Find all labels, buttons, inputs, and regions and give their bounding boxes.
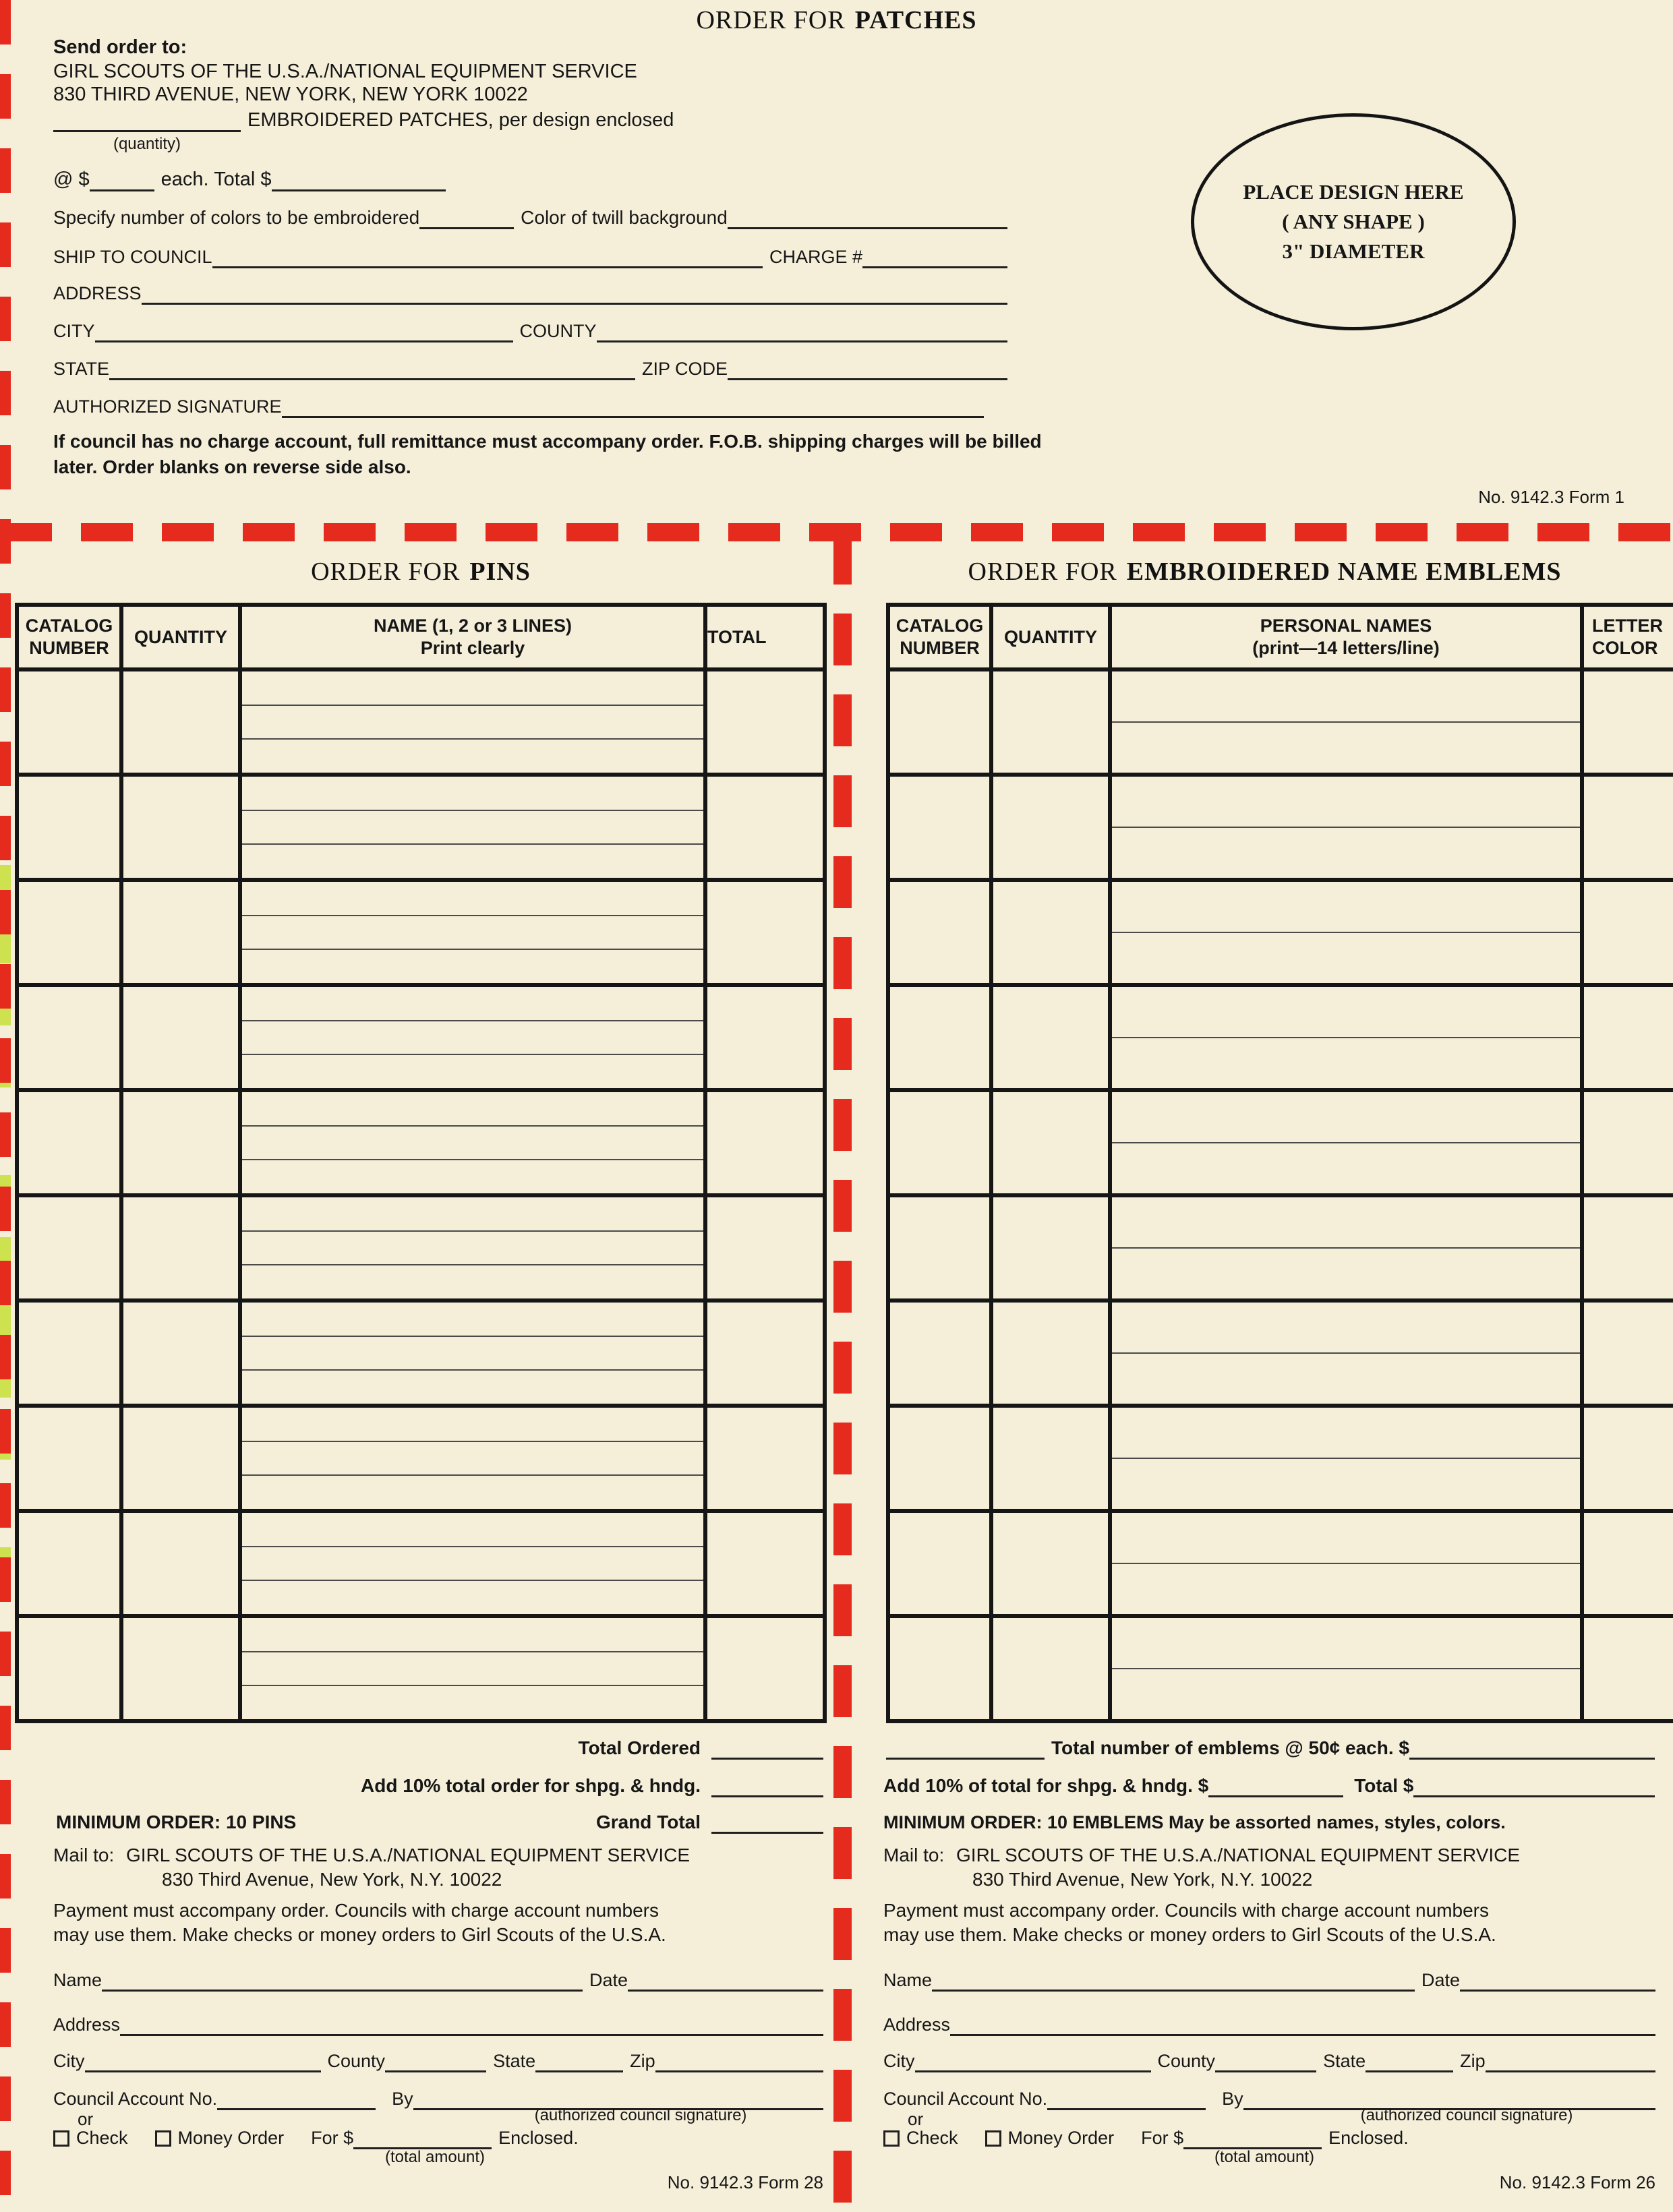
- pins-catalog-number-cell[interactable]: [19, 1408, 123, 1509]
- design-placement-oval[interactable]: [1191, 113, 1516, 330]
- pins-table-row[interactable]: [19, 773, 823, 878]
- emblems-name-line-2[interactable]: [1112, 723, 1580, 773]
- pins-auth-caption: (authorized council signature): [534, 2106, 747, 2124]
- pins-catalog-number-cell[interactable]: [19, 671, 123, 773]
- emblems-table-header: [890, 607, 1673, 671]
- patches-state-line[interactable]: [109, 355, 635, 380]
- emblems-by-label: By: [1222, 2088, 1243, 2109]
- pins-city-label: City: [53, 2050, 85, 2071]
- pins-name-cell[interactable]: [242, 1197, 707, 1298]
- pins-catalog-number-cell[interactable]: [19, 882, 123, 983]
- pins-grand-total-line[interactable]: [711, 1808, 823, 1834]
- emblems-catalog-number-cell[interactable]: [890, 987, 993, 1088]
- emblems-add-pct-label: Add 10% of total for shpg. & hndg. $: [883, 1774, 1209, 1796]
- pins-state-line[interactable]: [535, 2047, 623, 2072]
- charge-account-note: [53, 429, 1045, 479]
- pins-quantity-cell[interactable]: [123, 671, 242, 773]
- emblems-total-count-line[interactable]: [886, 1734, 1045, 1760]
- pins-name-line-3[interactable]: [242, 1055, 703, 1088]
- emblems-total-label: Total $: [1354, 1774, 1414, 1796]
- pins-enclosed-label: Enclosed.: [498, 2127, 579, 2148]
- note-line1: If council has no charge account, full remittance must accompany order. F.O.B. shipping charges will be billed: [53, 431, 1042, 452]
- design-oval-line2: ( ANY SHAPE ): [1282, 210, 1425, 233]
- emblems-auth-caption: (authorized council signature): [1360, 2106, 1573, 2124]
- emblems-catalog-number-cell[interactable]: [890, 882, 993, 983]
- pins-table-row[interactable]: [19, 983, 823, 1088]
- emblems-mail-to-line2: 830 Third Avenue, New York, N.Y. 10022: [972, 1869, 1313, 1890]
- emblems-title-bold: EMBROIDERED NAME EMBLEMS: [1126, 558, 1562, 586]
- emblems-header-letter-color: LETTER COLOR: [1592, 616, 1663, 658]
- pins-city-line[interactable]: [85, 2047, 321, 2072]
- pins-catalog-number-cell[interactable]: [19, 1197, 123, 1298]
- pins-mail-to-line1: [53, 1845, 690, 1866]
- patches-title-bold: PATCHES: [854, 6, 977, 34]
- pins-table-row[interactable]: [19, 1088, 823, 1193]
- emblems-name-line-2[interactable]: [1112, 1564, 1580, 1614]
- pins-header-number: NUMBER: [29, 638, 109, 658]
- patches-org-name: GIRL SCOUTS OF THE U.S.A./NATIONAL EQUIPMENT SERVICE: [53, 61, 637, 82]
- quantity-caption: (quantity): [113, 135, 181, 153]
- emblems-table-row[interactable]: [890, 1088, 1673, 1193]
- pins-mail-to-line2: 830 Third Avenue, New York, N.Y. 10022: [162, 1869, 502, 1890]
- colors-count-line[interactable]: [419, 204, 514, 229]
- emblems-name-label: Name: [883, 1969, 933, 1990]
- emblems-name-line-2[interactable]: [1112, 1669, 1580, 1719]
- pins-quantity-cell[interactable]: [123, 1618, 242, 1719]
- emblems-total-amount-line[interactable]: [1183, 2124, 1322, 2149]
- design-oval-line3: 3" DIAMETER: [1282, 239, 1425, 263]
- pins-name-line-1[interactable]: [242, 1408, 703, 1442]
- pins-title-bold: PINS: [469, 558, 531, 586]
- pins-quantity-cell[interactable]: [123, 1513, 242, 1614]
- emblems-name-line-2[interactable]: [1112, 828, 1580, 878]
- pins-order-table: [15, 603, 827, 1723]
- patches-address-line[interactable]: [142, 279, 1007, 305]
- pins-name-line[interactable]: [102, 1966, 583, 1992]
- emblems-table-row[interactable]: [890, 1404, 1673, 1509]
- emblems-table-row[interactable]: [890, 671, 1673, 773]
- patches-zip-line[interactable]: [728, 355, 1007, 380]
- emblems-check-checkbox[interactable]: [883, 2130, 900, 2147]
- emblems-names-cell[interactable]: [1112, 777, 1584, 878]
- emblems-quantity-cell[interactable]: [993, 1408, 1112, 1509]
- emblems-payment-line2: may use them. Make checks or money orders to Girl Scouts of the U.S.A.: [883, 1924, 1496, 1945]
- pins-table-row[interactable]: [19, 1509, 823, 1614]
- emblems-header-catalog-number: CATALOG NUMBER: [890, 607, 993, 667]
- emblems-quantity-cell[interactable]: [993, 671, 1112, 773]
- pins-total-amount-line[interactable]: [353, 2124, 492, 2149]
- emblems-form-number: No. 9142.3 Form 26: [1499, 2172, 1655, 2192]
- emblems-quantity-cell[interactable]: [993, 882, 1112, 983]
- price-total-line[interactable]: [272, 166, 446, 191]
- pins-address-line[interactable]: [120, 2010, 823, 2036]
- emblems-catalog-number-cell[interactable]: [890, 671, 993, 773]
- patches-quantity-line[interactable]: [53, 107, 241, 132]
- emblems-date-label: Date: [1421, 1969, 1460, 1990]
- pins-name-line-1[interactable]: [242, 1303, 703, 1337]
- emblems-catalog-number-cell[interactable]: [890, 1408, 993, 1509]
- pins-name-line-3[interactable]: [242, 1476, 703, 1509]
- pins-title-normal: ORDER FOR: [311, 558, 461, 586]
- price-mid-label: each. Total $: [160, 168, 272, 190]
- emblems-name-line-1[interactable]: [1112, 1197, 1580, 1249]
- emblems-quantity-cell[interactable]: [993, 1197, 1112, 1298]
- ship-to-council-label: SHIP TO COUNCIL: [53, 246, 212, 267]
- pins-name-line-3[interactable]: [242, 740, 703, 773]
- pins-date-line[interactable]: [628, 1966, 823, 1992]
- emblems-zip-label: Zip: [1460, 2050, 1486, 2071]
- pins-header-catalog-number: [19, 607, 123, 667]
- emblems-name-line[interactable]: [932, 1966, 1415, 1992]
- emblems-name-line-2[interactable]: [1112, 1459, 1580, 1509]
- pins-payment-line2: may use them. Make checks or money orders to Girl Scouts of the U.S.A.: [53, 1924, 666, 1945]
- emblems-mail-org: GIRL SCOUTS OF THE U.S.A./NATIONAL EQUIPMENT SERVICE: [956, 1845, 1521, 1865]
- emblems-table-row[interactable]: [890, 773, 1673, 878]
- pins-name-cell[interactable]: [242, 1303, 707, 1404]
- pins-grand-total-label: Grand Total: [595, 1811, 701, 1832]
- emblems-mail-to-line1: [883, 1845, 1520, 1866]
- pins-name-line-2[interactable]: [242, 1337, 703, 1371]
- authorized-signature-label: AUTHORIZED SIGNATURE: [53, 396, 282, 417]
- pins-name-line-1[interactable]: [242, 671, 703, 706]
- twill-label: Color of twill background: [521, 206, 728, 228]
- emblems-county-label: County: [1157, 2050, 1216, 2071]
- pins-header-catalog: CATALOG: [25, 616, 113, 636]
- emblems-table-body: [890, 671, 1673, 1719]
- emblems-catalog-number-cell[interactable]: [890, 1618, 993, 1719]
- pins-name-line-2[interactable]: [242, 1232, 703, 1266]
- charge-number-line[interactable]: [862, 243, 1007, 268]
- emblems-names-cell[interactable]: [1112, 1513, 1584, 1614]
- emblems-for-label: For $: [1141, 2127, 1184, 2148]
- pins-name-line-3[interactable]: [242, 1371, 703, 1404]
- emblems-total-cost-line[interactable]: [1409, 1734, 1655, 1760]
- pins-name-cell[interactable]: [242, 671, 707, 773]
- emblems-minimum-order-label: MINIMUM ORDER: 10 EMBLEMS May be assorted names, styles, colors.: [883, 1812, 1506, 1832]
- pins-quantity-cell[interactable]: [123, 1197, 242, 1298]
- emblems-or-label: or: [908, 2109, 924, 2129]
- pins-name-line-2[interactable]: [242, 1442, 703, 1476]
- emblems-total-line[interactable]: [1413, 1772, 1655, 1797]
- pins-catalog-number-cell[interactable]: [19, 777, 123, 878]
- pins-catalog-number-cell[interactable]: [19, 1618, 123, 1719]
- pins-name-line-3[interactable]: [242, 1686, 703, 1719]
- pins-form-title: [13, 557, 828, 587]
- patches-county-line[interactable]: [597, 317, 1007, 342]
- pins-county-line[interactable]: [385, 2047, 486, 2072]
- pins-name-line-1[interactable]: [242, 882, 703, 916]
- emblems-table-row[interactable]: [890, 1614, 1673, 1719]
- pins-name-cell[interactable]: [242, 777, 707, 878]
- emblems-form-title: [856, 557, 1673, 587]
- emblems-council-account-label: Council Account No.: [883, 2088, 1048, 2109]
- pins-quantity-cell[interactable]: [123, 777, 242, 878]
- pins-catalog-number-cell[interactable]: [19, 1303, 123, 1404]
- pins-table-body: [19, 671, 823, 1719]
- pins-quantity-cell[interactable]: [123, 882, 242, 983]
- pins-name-line-3[interactable]: [242, 950, 703, 983]
- pins-table-row[interactable]: [19, 1298, 823, 1404]
- emblems-names-cell[interactable]: [1112, 1092, 1584, 1193]
- pins-total-amount-caption: (total amount): [384, 2148, 486, 2166]
- note-line2: later.: [53, 456, 103, 477]
- ship-to-council-line[interactable]: [212, 243, 763, 268]
- emblems-name-line-2[interactable]: [1112, 1038, 1580, 1088]
- pins-zip-line[interactable]: [655, 2047, 823, 2072]
- patches-form-number: No. 9142.3 Form 1: [1478, 487, 1624, 507]
- emblems-header-quantity: QUANTITY: [993, 607, 1112, 667]
- emblems-catalog-number-cell[interactable]: [890, 1513, 993, 1614]
- pins-catalog-number-cell[interactable]: [19, 1092, 123, 1193]
- pins-name-line-1[interactable]: [242, 1197, 703, 1232]
- pins-county-label: County: [327, 2050, 386, 2071]
- emblems-name-line-1[interactable]: [1112, 1408, 1580, 1459]
- patches-city-label: CITY: [53, 320, 95, 341]
- emblems-county-line[interactable]: [1215, 2047, 1316, 2072]
- pins-table-row[interactable]: [19, 671, 823, 773]
- pins-check-checkbox[interactable]: [53, 2130, 69, 2147]
- pins-for-label: For $: [311, 2127, 354, 2148]
- pins-name-line-2[interactable]: [242, 916, 703, 951]
- pins-quantity-cell[interactable]: [123, 1092, 242, 1193]
- emblems-city-line[interactable]: [915, 2047, 1151, 2072]
- emblems-table-row[interactable]: [890, 1509, 1673, 1614]
- emblems-payment-line1: Payment must accompany order. Councils with charge account numbers: [883, 1900, 1489, 1921]
- pins-header-name: NAME (1, 2 or 3 LINES) Print clearly: [242, 607, 707, 667]
- emblems-date-line[interactable]: [1460, 1966, 1655, 1992]
- emblems-names-cell[interactable]: [1112, 671, 1584, 773]
- patches-city-line[interactable]: [95, 317, 513, 342]
- pins-quantity-cell[interactable]: [123, 1303, 242, 1404]
- emblems-name-line-1[interactable]: [1112, 777, 1580, 828]
- pins-payment-line1: Payment must accompany order. Councils with charge account numbers: [53, 1900, 659, 1921]
- pins-name-line-1[interactable]: [242, 1513, 703, 1547]
- pins-quantity-cell[interactable]: [123, 987, 242, 1088]
- emblems-names-cell[interactable]: [1112, 1618, 1584, 1719]
- pins-date-label: Date: [589, 1969, 628, 1990]
- patches-state-label: STATE: [53, 358, 110, 379]
- pins-name-line-3[interactable]: [242, 1160, 703, 1193]
- emblems-name-line-2[interactable]: [1112, 1249, 1580, 1298]
- emblems-address-label: Address: [883, 2014, 951, 2035]
- emblems-table-row[interactable]: [890, 1193, 1673, 1298]
- emblems-title-normal: ORDER FOR: [968, 558, 1117, 586]
- emblems-table-row[interactable]: [890, 878, 1673, 983]
- emblems-name-line-1[interactable]: [1112, 1618, 1580, 1669]
- emblems-catalog-number-cell[interactable]: [890, 1303, 993, 1404]
- emblems-total-count-label: Total number of emblems @ 50¢ each. $: [1051, 1737, 1409, 1758]
- charge-number-label: CHARGE #: [769, 246, 862, 267]
- pins-name-line-2[interactable]: [242, 1127, 703, 1161]
- pins-table-row[interactable]: [19, 1193, 823, 1298]
- pins-zip-label: Zip: [630, 2050, 655, 2071]
- pins-total-ordered-label: Total Ordered: [578, 1737, 701, 1758]
- pins-name-line-2[interactable]: [242, 1652, 703, 1687]
- design-oval-line1: PLACE DESIGN HERE: [1243, 180, 1464, 204]
- patches-desc-label: EMBROIDERED PATCHES, per design enclosed: [247, 109, 674, 131]
- emblems-check-label: Check: [906, 2127, 958, 2148]
- pins-header-total: TOTAL: [707, 626, 767, 647]
- emblems-state-line[interactable]: [1366, 2047, 1453, 2072]
- emblems-council-account-line[interactable]: [1047, 2085, 1206, 2110]
- pins-name-cell[interactable]: [242, 987, 707, 1088]
- pins-mail-org: GIRL SCOUTS OF THE U.S.A./NATIONAL EQUIPMENT SERVICE: [126, 1845, 691, 1865]
- patches-address-label: ADDRESS: [53, 282, 142, 303]
- emblems-order-table: [886, 603, 1673, 1723]
- emblems-catalog-number-cell[interactable]: [890, 1197, 993, 1298]
- emblems-names-cell[interactable]: [1112, 1197, 1584, 1298]
- left-edge-red-cut-line: [0, 0, 11, 2212]
- emblems-mail-to-label: Mail to:: [883, 1845, 945, 1865]
- emblems-zip-line[interactable]: [1486, 2047, 1655, 2072]
- emblems-quantity-cell[interactable]: [993, 1618, 1112, 1719]
- pins-name-cell[interactable]: [242, 1513, 707, 1614]
- authorized-signature-line[interactable]: [282, 392, 984, 418]
- emblems-names-cell[interactable]: [1112, 987, 1584, 1088]
- price-each-line[interactable]: [90, 166, 154, 191]
- twill-line[interactable]: [728, 204, 1007, 229]
- emblems-quantity-cell[interactable]: [993, 1513, 1112, 1614]
- emblems-quantity-cell[interactable]: [993, 777, 1112, 878]
- pins-money-order-checkbox[interactable]: [155, 2130, 171, 2147]
- emblems-name-line-2[interactable]: [1112, 1354, 1580, 1404]
- emblems-name-line-2[interactable]: [1112, 933, 1580, 983]
- pins-money-order-label: Money Order: [177, 2127, 285, 2148]
- pins-name-line-1[interactable]: [242, 1092, 703, 1127]
- vertical-cut-line: [833, 533, 852, 2212]
- emblems-add-pct-line[interactable]: [1208, 1772, 1343, 1797]
- patches-org-address: 830 THIRD AVENUE, NEW YORK, NEW YORK 10022: [53, 84, 528, 105]
- patches-form-title: [0, 5, 1673, 35]
- pins-check-label: Check: [76, 2127, 128, 2148]
- pins-header-quantity: QUANTITY: [123, 607, 242, 667]
- emblems-name-line-1[interactable]: [1112, 671, 1580, 723]
- pins-name-line-2[interactable]: [242, 1021, 703, 1056]
- pins-council-account-label: Council Account No.: [53, 2088, 218, 2109]
- pins-name-cell[interactable]: [242, 882, 707, 983]
- pins-add-pct-line[interactable]: [711, 1772, 823, 1797]
- pins-council-account-line[interactable]: [217, 2085, 376, 2110]
- pins-table-row[interactable]: [19, 878, 823, 983]
- pins-name-line-3[interactable]: [242, 1265, 703, 1298]
- patches-title-normal: ORDER FOR: [696, 6, 846, 34]
- emblems-money-order-label: Money Order: [1007, 2127, 1115, 2148]
- emblems-names-cell[interactable]: [1112, 882, 1584, 983]
- pins-address-label: Address: [53, 2014, 121, 2035]
- colors-count-label: Specify number of colors to be embroidered: [53, 206, 420, 228]
- pins-name-line-1[interactable]: [242, 987, 703, 1021]
- emblems-state-label: State: [1323, 2050, 1366, 2071]
- pins-state-label: State: [493, 2050, 536, 2071]
- emblems-quantity-cell[interactable]: [993, 1092, 1112, 1193]
- patches-zip-label: ZIP CODE: [642, 358, 728, 379]
- pins-by-label: By: [392, 2088, 413, 2109]
- price-prefix-label: @ $: [53, 168, 90, 190]
- pins-form-number: No. 9142.3 Form 28: [667, 2172, 823, 2192]
- pins-table-header: [19, 607, 823, 671]
- send-order-to-label: Send order to:: [53, 36, 187, 58]
- pins-name-line-1[interactable]: [242, 1618, 703, 1652]
- emblems-money-order-checkbox[interactable]: [985, 2130, 1001, 2147]
- emblems-header-personal-names: PERSONAL NAMES (print—14 letters/line): [1112, 607, 1584, 667]
- pins-name-label: Name: [53, 1969, 102, 1990]
- pins-name-line-2[interactable]: [242, 706, 703, 740]
- emblems-name-line-1[interactable]: [1112, 882, 1580, 933]
- pins-catalog-number-cell[interactable]: [19, 987, 123, 1088]
- pins-minimum-order-label: MINIMUM ORDER: 10 PINS: [56, 1811, 297, 1832]
- emblems-table-row[interactable]: [890, 983, 1673, 1088]
- pins-total-ordered-line[interactable]: [711, 1734, 823, 1760]
- pins-add-pct-label: Add 10% total order for shpg. & hndg.: [361, 1774, 701, 1796]
- emblems-quantity-cell[interactable]: [993, 987, 1112, 1088]
- emblems-enclosed-label: Enclosed.: [1328, 2127, 1409, 2148]
- emblems-quantity-cell[interactable]: [993, 1303, 1112, 1404]
- emblems-names-cell[interactable]: [1112, 1408, 1584, 1509]
- emblems-address-line[interactable]: [950, 2010, 1655, 2036]
- note-line2-bold: Order blanks on reverse side also.: [102, 456, 411, 477]
- pins-name-line-2[interactable]: [242, 1547, 703, 1582]
- emblems-names-cell[interactable]: [1112, 1303, 1584, 1404]
- pins-name-line-3[interactable]: [242, 845, 703, 878]
- pins-mail-to-label: Mail to:: [53, 1845, 115, 1865]
- emblems-catalog-number-cell[interactable]: [890, 777, 993, 878]
- pins-quantity-cell[interactable]: [123, 1408, 242, 1509]
- pins-table-row[interactable]: [19, 1404, 823, 1509]
- pins-name-line-2[interactable]: [242, 811, 703, 845]
- patches-county-label: COUNTY: [519, 320, 597, 341]
- pins-or-label: or: [78, 2109, 94, 2129]
- emblems-name-line-1[interactable]: [1112, 1092, 1580, 1143]
- emblems-table-row[interactable]: [890, 1298, 1673, 1404]
- emblems-name-line-1[interactable]: [1112, 987, 1580, 1038]
- emblems-name-line-2[interactable]: [1112, 1143, 1580, 1193]
- emblems-name-line-1[interactable]: [1112, 1303, 1580, 1354]
- emblems-total-amount-caption: (total amount): [1214, 2148, 1315, 2166]
- emblems-name-line-1[interactable]: [1112, 1513, 1580, 1564]
- pins-table-row[interactable]: [19, 1614, 823, 1719]
- pins-name-line-1[interactable]: [242, 777, 703, 811]
- pins-name-line-3[interactable]: [242, 1581, 703, 1614]
- pins-name-cell[interactable]: [242, 1618, 707, 1719]
- pins-name-cell[interactable]: [242, 1092, 707, 1193]
- pins-name-cell[interactable]: [242, 1408, 707, 1509]
- emblems-catalog-number-cell[interactable]: [890, 1092, 993, 1193]
- emblems-city-label: City: [883, 2050, 915, 2071]
- pins-catalog-number-cell[interactable]: [19, 1513, 123, 1614]
